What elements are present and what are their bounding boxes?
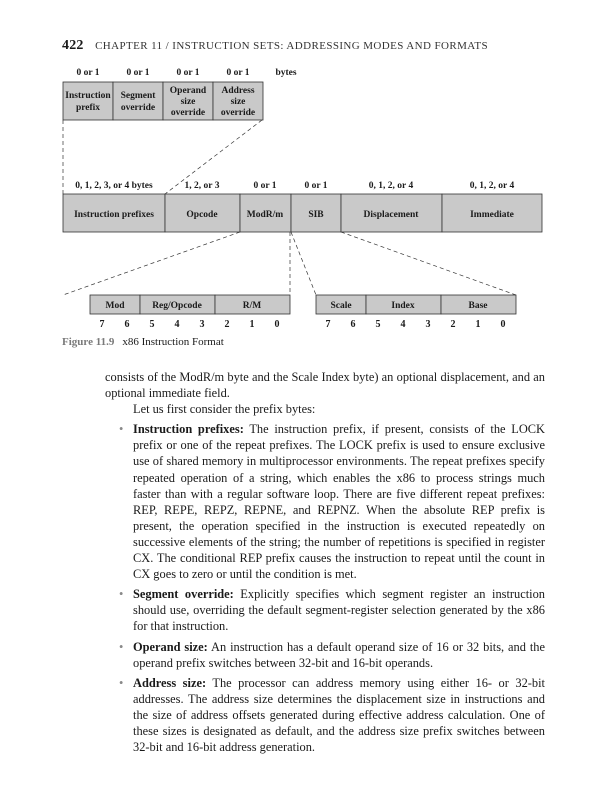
bullet-text: The processor can address memory using either 16- or 32-bit addresses. The address size determines the displacement size in instructions and the size of address offsets generated during effective address calculation. One of these sizes is designated as default, and the address size prefix switches between 32-bit and 16-bit address generation.	[133, 675, 546, 755]
prefix-field-label: override	[120, 103, 156, 113]
prefix-field-label: prefix	[75, 103, 101, 113]
format-field-label: Immediate	[470, 210, 514, 220]
list-item	[119, 586, 546, 634]
prefix-box	[63, 82, 113, 120]
figure-caption	[62, 336, 224, 348]
format-field-label: SIB	[308, 210, 324, 220]
bit-number: 3	[425, 319, 431, 330]
bullet-icon: •	[119, 639, 124, 654]
bullet-text: The instruction prefix, if present, consists of the LOCK prefix or one of the repeat prefixes. The LOCK prefix is used to ensure exclusive use of shared memory in multiprocessor environments. The repeat prefixes specify repeated operation of a string, which enables the x86 to process strings much faster than with a regular software loop. There are five different repeat prefixes: REP, REPE, REPZ, REPNE, and REPNZ. When the absolute REP prefix is present, the operation specified in the instruction is executed repeatedly on successive elements of the string; the number of repetitions is specified in register CX. The conditional REP prefix causes the instruction to repeat until the count in CX goes to zero or until the condition is met.	[133, 422, 545, 582]
prefix-field-label: Operand	[169, 86, 207, 96]
sib-field-label: Base	[468, 301, 488, 311]
bullet-term: Instruction prefixes:	[133, 422, 244, 437]
bit-number: 7	[99, 319, 105, 330]
format-field-label: Instruction prefixes	[74, 210, 154, 220]
bit-number: 5	[375, 319, 381, 330]
prefix-field-label: size	[230, 97, 246, 107]
bit-number: 6	[124, 319, 130, 330]
format-size-label: 0 or 1	[253, 181, 277, 191]
format-size-label: 0, 1, 2, 3, or 4 bytes	[75, 181, 153, 191]
bit-number: 4	[400, 319, 406, 330]
guide-line	[63, 232, 240, 295]
bit-number: 7	[325, 319, 331, 330]
modrm-field-label: Reg/Opcode	[152, 301, 202, 311]
intro-paragraph: consists of the ModR/m byte and the Scale Index byte) an optional displacement, and an optional immediate field.	[105, 370, 545, 401]
page-number: 422	[62, 38, 84, 53]
sib-field-label: Index	[391, 301, 415, 311]
format-field-label: ModR/m	[246, 210, 284, 220]
list-item	[119, 639, 545, 671]
format-size-label: 1, 2, or 3	[184, 181, 220, 191]
prefix-field-label: size	[180, 97, 196, 107]
bit-number: 2	[450, 319, 456, 330]
prefix-field-label: Address	[221, 86, 255, 96]
prefix-size-label: 0 or 1	[176, 68, 200, 78]
prefix-field-label: override	[170, 108, 206, 118]
guide-line	[341, 232, 516, 295]
modrm-field-label: Mod	[105, 301, 125, 311]
bullet-term: Address size:	[133, 675, 207, 690]
bit-number: 5	[149, 319, 155, 330]
format-field-label: Opcode	[186, 210, 218, 220]
bit-number: 1	[249, 319, 255, 330]
bit-number: 2	[224, 319, 230, 330]
prefix-size-label: 0 or 1	[126, 68, 150, 78]
figure-title: x86 Instruction Format	[122, 336, 224, 348]
sib-field-label: Scale	[330, 301, 352, 311]
bit-number: 0	[500, 319, 506, 330]
format-size-label: 0, 1, 2, or 4	[368, 181, 414, 191]
guide-line	[291, 232, 316, 295]
modrm-field-label: R/M	[242, 301, 262, 311]
figure-number: Figure 11.9	[62, 336, 115, 348]
bullet-icon: •	[119, 422, 124, 437]
bullet-icon: •	[119, 587, 124, 602]
body-text	[105, 369, 545, 759]
bullet-text: An instruction has a default operand size of 16 or 32 bits, and the operand prefix switches between 32-bit and 16-bit operands.	[133, 639, 545, 670]
list-item	[119, 421, 545, 582]
format-size-label: 0 or 1	[304, 181, 328, 191]
bullet-term: Segment override:	[133, 587, 234, 602]
prefix-box	[113, 82, 163, 120]
bit-number: 3	[199, 319, 205, 330]
prefix-size-unit: bytes	[275, 68, 297, 78]
bit-number: 0	[274, 319, 280, 330]
format-size-label: 0, 1, 2, or 4	[469, 181, 515, 191]
format-field-label: Displacement	[363, 210, 419, 220]
bullet-term: Operand size:	[133, 639, 208, 654]
bit-number: 4	[174, 319, 180, 330]
running-title: CHAPTER 11 / INSTRUCTION SETS: ADDRESSING MODES AND FORMATS	[95, 40, 489, 52]
prefix-size-label: 0 or 1	[226, 68, 250, 78]
bullet-icon: •	[119, 675, 124, 690]
bit-number: 6	[350, 319, 356, 330]
prefix-field-label: Instruction	[65, 91, 111, 101]
prefix-field-label: Segment	[120, 91, 156, 101]
bit-number: 1	[475, 319, 481, 330]
bullet-text: Explicitly specifies which segment register an instruction should use, overriding the default segment-register selection generated by the x86 for that instruction.	[133, 587, 546, 634]
lead-paragraph: Let us first consider the prefix bytes:	[133, 402, 316, 417]
list-item	[119, 675, 546, 755]
prefix-field-label: override	[220, 108, 256, 118]
instruction-format-figure	[0, 0, 604, 340]
prefix-bullet-list	[105, 421, 545, 755]
prefix-size-label: 0 or 1	[76, 68, 100, 78]
